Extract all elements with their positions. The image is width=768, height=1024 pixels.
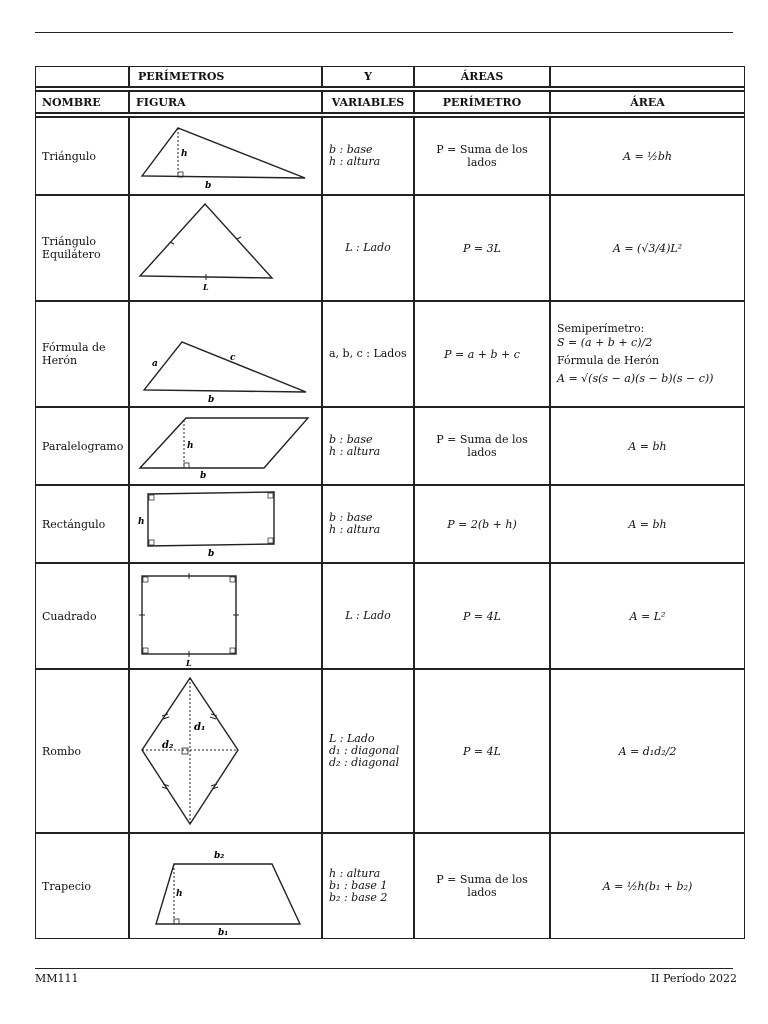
row-name: Triángulo [35, 117, 129, 195]
col-header-figura: FIGURA [129, 91, 322, 113]
table-row [35, 195, 745, 301]
fig-label-b1: b₁ [218, 928, 229, 938]
figure-heron-triangle [129, 301, 322, 407]
row-name: Triángulo Equilátero [35, 195, 129, 301]
row-perimeter: P = Suma de los lados [414, 407, 550, 485]
fig-label-l: L [203, 282, 209, 292]
bottom-rule [35, 968, 733, 969]
row-area-heron [550, 301, 745, 407]
var-line: h : altura [329, 155, 381, 168]
row-variables [322, 407, 414, 485]
row-name: Paralelogramo [35, 407, 129, 485]
figure-parallelogram [129, 407, 322, 485]
row-variables [322, 195, 414, 301]
var-line: b : base [329, 433, 373, 446]
heron-formula: A = √(s(s − a)(s − b)(s − c)) [557, 372, 714, 385]
table-row [35, 301, 745, 407]
title-cell-empty-left [35, 66, 129, 87]
row-name: Rombo [35, 669, 129, 833]
figure-rectangle [129, 485, 322, 563]
figure-rhombus [129, 669, 322, 833]
top-rule [35, 32, 733, 33]
heron-label: Fórmula de Herón [557, 354, 660, 367]
fig-label-h: h [176, 889, 183, 899]
title-areas: ÁREAS [414, 66, 550, 87]
row-area: A = L² [550, 563, 745, 669]
row-area: A = bh [550, 485, 745, 563]
figure-triangle [129, 117, 322, 195]
row-name: Cuadrado [35, 563, 129, 669]
row-perimeter: P = a + b + c [414, 301, 550, 407]
fig-label-b: b [200, 471, 207, 481]
fig-label-b: b [208, 549, 215, 559]
fig-label-l: L [186, 658, 192, 668]
row-perimeter: P = Suma de los lados [414, 833, 550, 939]
fig-label-h: h [138, 517, 145, 527]
fig-label-d2: d₂ [162, 740, 174, 751]
figure-trapezoid [129, 833, 322, 939]
row-perimeter: P = 3L [414, 195, 550, 301]
column-header-row [35, 91, 745, 113]
var-line: d₂ : diagonal [329, 756, 400, 769]
var-line: h : altura [329, 867, 381, 880]
footer-period: II Período 2022 [650, 972, 737, 985]
row-perimeter: P = 4L [414, 563, 550, 669]
formulas-table [35, 66, 745, 939]
fig-label-d1: d₁ [194, 722, 206, 733]
row-variables [322, 669, 414, 833]
var-line: b₁ : base 1 [329, 879, 388, 892]
row-variables [322, 485, 414, 563]
row-variables [322, 117, 414, 195]
figure-square [129, 563, 322, 669]
col-header-nombre: NOMBRE [35, 91, 129, 113]
table-row [35, 407, 745, 485]
row-name: Trapecio [35, 833, 129, 939]
col-header-area: ÁREA [550, 91, 745, 113]
fig-label-a: a [152, 359, 158, 369]
footer-course: MM111 [35, 972, 79, 985]
figure-equilateral-triangle [129, 195, 322, 301]
col-header-variables: VARIABLES [322, 91, 414, 113]
row-area: A = ½bh [550, 117, 745, 195]
fig-label-b: b [205, 181, 212, 191]
row-area: A = bh [550, 407, 745, 485]
table-row [35, 669, 745, 833]
row-perimeter: P = 4L [414, 669, 550, 833]
var-line: d₁ : diagonal [329, 744, 400, 757]
row-variables [322, 833, 414, 939]
title-perimetros: PERÍMETROS [129, 66, 322, 87]
fig-label-h: h [187, 441, 194, 451]
table-row [35, 117, 745, 195]
row-perimeter: P = Suma de los lados [414, 117, 550, 195]
row-area: A = (√3/4)L² [550, 195, 745, 301]
var-line: b : base [329, 511, 373, 524]
semi-label: Semiperímetro: [557, 322, 645, 335]
var-line: b : base [329, 143, 373, 156]
fig-label-c: c [230, 353, 236, 363]
fig-label-b2: b₂ [214, 851, 225, 861]
var-line: L : Lado [345, 609, 391, 622]
var-line: b₂ : base 2 [329, 891, 388, 904]
row-area: A = ½h(b₁ + b₂) [550, 833, 745, 939]
semi-formula: S = (a + b + c)/2 [557, 336, 653, 349]
row-variables [322, 301, 414, 407]
var-line: a, b, c : Lados [329, 347, 407, 360]
row-name: Fórmula de Herón [35, 301, 129, 407]
fig-label-h: h [181, 149, 188, 159]
title-y: Y [322, 66, 414, 87]
var-line: L : Lado [329, 732, 375, 745]
title-cell-empty-right [550, 66, 745, 87]
row-area: A = d₁d₂/2 [550, 669, 745, 833]
table-row [35, 563, 745, 669]
var-line: L : Lado [345, 241, 391, 254]
fig-label-b: b [208, 395, 215, 405]
table-row [35, 485, 745, 563]
title-row [35, 66, 745, 87]
row-variables [322, 563, 414, 669]
row-perimeter: P = 2(b + h) [414, 485, 550, 563]
col-header-perimetro: PERÍMETRO [414, 91, 550, 113]
row-name: Rectángulo [35, 485, 129, 563]
var-line: h : altura [329, 445, 381, 458]
table-row [35, 833, 745, 939]
var-line: h : altura [329, 523, 381, 536]
